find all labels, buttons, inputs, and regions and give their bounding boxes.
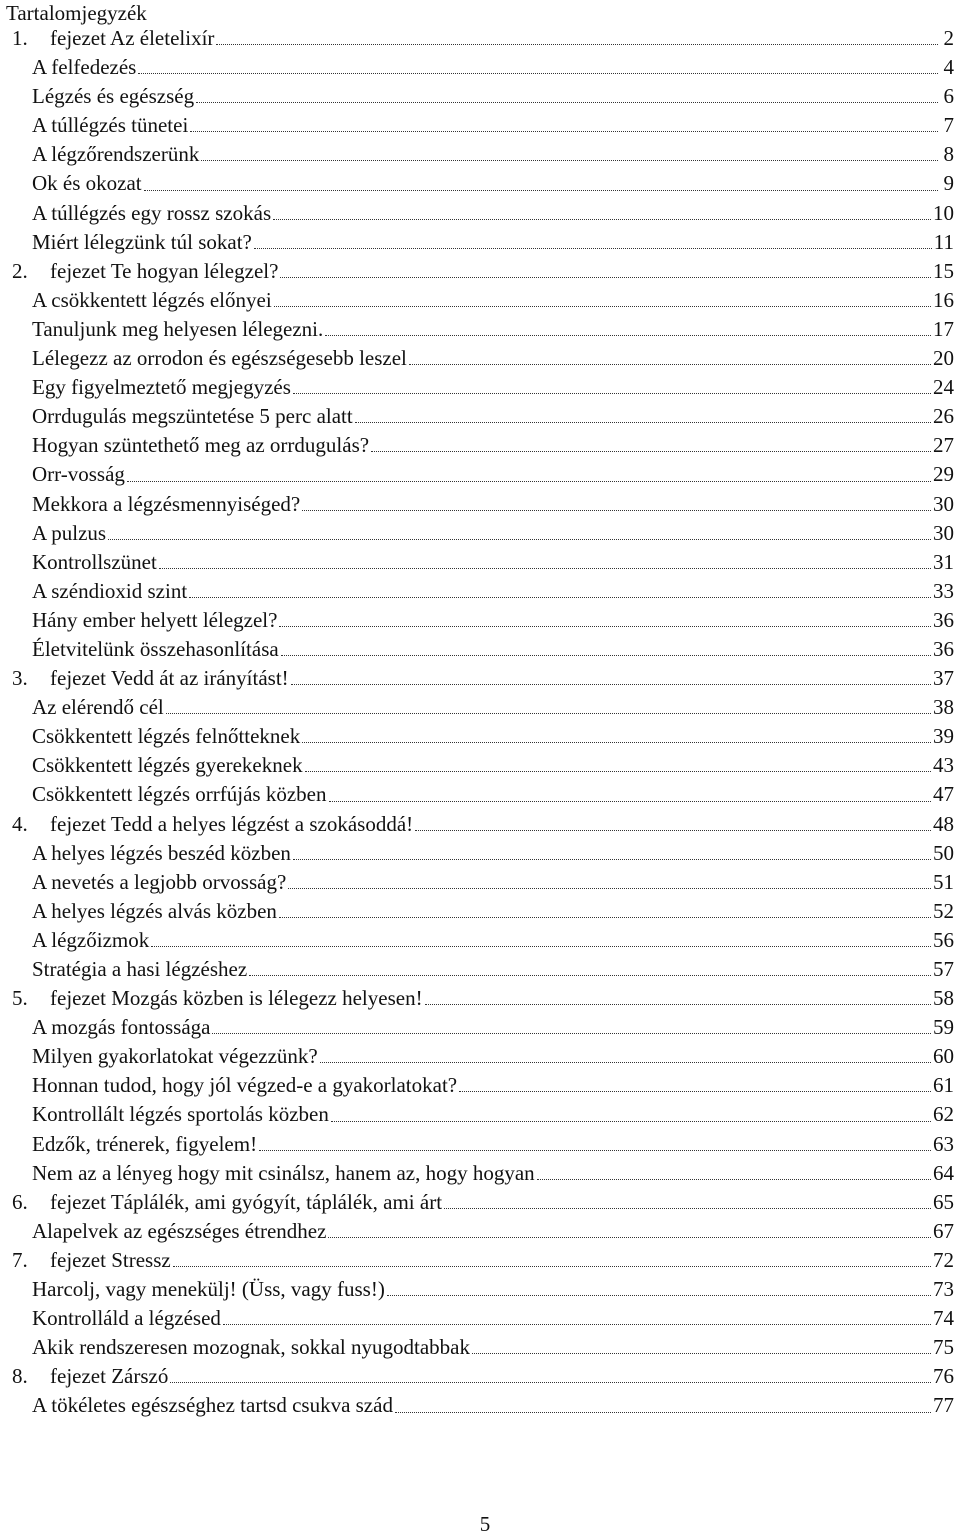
toc-entry-title: Hány ember helyett lélegzel? [32,607,278,632]
toc-entry-title: fejezet Te hogyan lélegzel? [50,258,279,283]
toc-entry-title: fejezet Stressz [50,1247,171,1272]
toc-entry-title: A felfedezés [32,55,137,80]
toc-page-number: 9 [943,171,954,196]
toc-page-number: 76 [933,1364,954,1389]
toc-entry-title: fejezet Az életelixír [50,26,215,50]
toc-page-number: 20 [933,346,954,371]
toc-entry-title: Csökkentett légzés felnőtteknek [32,724,301,749]
toc-page-number: 48 [933,811,954,836]
toc-page-number: 37 [933,666,954,691]
page-title: Tartalomjegyzék [6,1,147,25]
toc-page-number: 2 [943,26,954,50]
toc-section-row [0,82,960,111]
toc-chapter-row [0,1188,960,1217]
toc-section-row [0,315,960,344]
toc-page-number: 7 [943,113,954,138]
toc-page-number: 29 [933,462,954,487]
dot-leader [166,713,931,714]
toc-chapter-number: 2. [12,258,28,283]
toc-page-number: 57 [933,957,954,981]
toc-page-number: 4 [943,55,954,80]
dot-leader [459,1091,931,1092]
toc-page-number: 58 [933,986,954,1011]
toc-chapter-row [0,257,960,286]
dot-leader [201,160,938,161]
toc-entry-title: Miért lélegzünk túl sokat? [32,229,252,254]
dot-leader [196,102,938,103]
toc-entry-title: A pulzus [32,520,107,545]
toc-chapter-row [0,664,960,693]
toc-page-number: 73 [933,1277,954,1302]
toc-section-row [0,1304,960,1333]
toc-section-row [0,344,960,373]
dot-leader [190,131,938,132]
toc-section-row [0,1159,960,1188]
toc-chapter-row [0,24,960,53]
dot-leader [159,568,931,569]
toc-section-row [0,780,960,809]
toc-section-row [0,490,960,519]
toc-page-number: 27 [933,433,954,458]
toc-page-number: 61 [933,1073,954,1098]
dot-leader [223,1324,931,1325]
toc-entry-title: A helyes légzés beszéd közben [32,840,291,865]
toc-page-number: 74 [933,1306,954,1331]
toc-page-number: 30 [933,491,954,516]
dot-leader [291,684,931,685]
toc-entry-title: Tanuljunk meg helyesen lélegezni. [32,316,324,341]
toc-section-row [0,897,960,926]
toc-page-number: 62 [933,1102,954,1127]
dot-leader [395,1412,931,1413]
toc-entry-title: Csökkentett légzés gyerekeknek [32,753,303,778]
toc-entry-title: A légzőizmok [32,927,150,952]
dot-leader [279,917,931,918]
toc-section-row [0,1100,960,1129]
toc-section-row [0,1013,960,1042]
toc-section-row [0,431,960,460]
toc-section-row [0,839,960,868]
dot-leader [371,451,931,452]
dot-leader [254,248,932,249]
dot-leader [127,481,931,482]
toc-section-row [0,722,960,751]
toc-entry-title: Edzők, trénerek, figyelem! [32,1131,258,1156]
toc-page-number: 75 [933,1335,954,1360]
toc-entry-title: fejezet Táplálék, ami gyógyít, táplálék, ami árt [50,1189,443,1214]
toc-entry-title: Kontrolláld a légzésed [32,1306,221,1331]
toc-section-row [0,460,960,489]
dot-leader [138,73,938,74]
toc-page-number: 72 [933,1247,954,1272]
toc-page-number: 63 [933,1131,954,1156]
toc-chapter-number: 8. [12,1364,28,1389]
dot-leader [305,771,931,772]
dot-leader [355,422,931,423]
toc-entry-title: A mozgás fontossága [32,1015,211,1040]
toc-section-row [0,1333,960,1362]
toc-chapter-number: 3. [12,666,28,691]
toc-section-row [0,1042,960,1071]
toc-entry-title: Egy figyelmeztető megjegyzés [32,375,291,400]
toc-page-number: 15 [933,258,954,283]
toc-page-number: 10 [933,200,954,225]
toc-entry-title: Ok és okozat [32,171,142,196]
toc-entry-title: A csökkentett légzés előnyei [32,287,272,312]
toc-page-number: 36 [933,636,954,661]
toc-entry-title: fejezet Vedd át az irányítást! [50,666,289,691]
dot-leader [328,1237,931,1238]
toc-chapter-number: 7. [12,1247,28,1272]
dot-leader [280,277,931,278]
dot-leader [273,219,931,220]
dot-leader [144,190,938,191]
toc-chapter-number: 6. [12,1189,28,1214]
toc-page-number: 33 [933,578,954,603]
toc-page-number: 39 [933,724,954,749]
dot-leader [108,539,931,540]
toc-section-row [0,1217,960,1246]
dot-leader [331,1121,931,1122]
toc-page-number: 47 [933,782,954,807]
toc-section-row [0,169,960,198]
toc-section-row [0,53,960,82]
toc-section-row [0,111,960,140]
toc-entry-title: Nem az a lényeg hogy mit csinálsz, hanem az, hogy hogyan [32,1160,535,1185]
toc-entry-title: Életvitelünk összehasonlítása [32,636,279,661]
toc-section-row [0,955,960,984]
toc-page-number: 59 [933,1015,954,1040]
toc-section-row [0,286,960,315]
page-number: 5 [479,1512,491,1536]
toc-section-row [0,373,960,402]
dot-leader [259,1150,931,1151]
toc-section-row [0,1071,960,1100]
toc-section-row [0,1275,960,1304]
dot-leader [293,393,931,394]
toc-section-row [0,228,960,257]
toc-page-number: 77 [933,1393,954,1418]
toc-page-number: 31 [933,549,954,574]
dot-leader [212,1033,931,1034]
toc-entry-title: A széndioxid szint [32,578,188,603]
toc-entry-title: Csökkentett légzés orrfújás közben [32,782,327,807]
toc-page-number: 36 [933,607,954,632]
toc-entry-title: Orr-vosság [32,462,125,487]
toc-page-number: 30 [933,520,954,545]
dot-leader [189,597,931,598]
toc-chapter-row [0,1362,960,1391]
toc-page-number: 24 [933,375,954,400]
toc-section-row [0,868,960,897]
toc-entry-title: fejezet Zárszó [50,1364,169,1389]
toc-entry-title: Az elérendő cél [32,695,164,720]
dot-leader [302,742,931,743]
dot-leader [281,655,931,656]
dot-leader [216,44,938,45]
dot-leader [325,335,931,336]
toc-entry-title: Orrdugulás megszüntetése 5 perc alatt [32,404,353,429]
toc-section-row [0,548,960,577]
dot-leader [249,975,931,976]
dot-leader [279,626,931,627]
dot-leader [320,1062,931,1063]
toc-page-number: 11 [933,229,954,254]
toc-page-number: 64 [933,1160,954,1185]
toc-entry-title: Lélegezz az orrodon és egészségesebb leszel [32,346,407,371]
dot-leader [415,830,931,831]
toc-page-number: 16 [933,287,954,312]
dot-leader [537,1179,931,1180]
dot-leader [173,1266,931,1267]
toc-entry-title: Légzés és egészség [32,84,195,109]
toc-entry-title: A nevetés a legjobb orvosság? [32,869,287,894]
toc-entry-title: Akik rendszeresen mozognak, sokkal nyugodtabbak [32,1335,470,1360]
toc-section-row [0,751,960,780]
toc-page-number: 38 [933,695,954,720]
toc-page-number: 51 [933,869,954,894]
table-of-contents [0,24,960,1421]
dot-leader [472,1353,931,1354]
toc-entry-title: Milyen gyakorlatokat végezzünk? [32,1044,318,1069]
toc-entry-title: A túllégzés tünetei [32,113,189,138]
toc-chapter-number: 4. [12,811,28,836]
toc-entry-title: Mekkora a légzésmennyiséged? [32,491,301,516]
toc-entry-title: Kontrollszünet [32,549,157,574]
toc-entry-title: Alapelvek az egészséges étrendhez [32,1218,327,1243]
toc-section-row [0,693,960,722]
toc-section-row [0,140,960,169]
toc-entry-title: A helyes légzés alvás közben [32,898,277,923]
toc-entry-title: Hogyan szüntethető meg az orrdugulás? [32,433,370,458]
dot-leader [302,510,931,511]
dot-leader [409,364,931,365]
toc-entry-title: Kontrollált légzés sportolás közben [32,1102,329,1127]
toc-page-number: 26 [933,404,954,429]
toc-page-number: 56 [933,927,954,952]
dot-leader [387,1295,931,1296]
toc-section-row [0,1391,960,1420]
toc-chapter-row [0,1246,960,1275]
toc-section-row [0,635,960,664]
dot-leader [151,946,931,947]
toc-page-number: 17 [933,316,954,341]
toc-page-number: 6 [943,84,954,109]
toc-page-number: 43 [933,753,954,778]
toc-entry-title: A légzőrendszerünk [32,142,200,167]
dot-leader [425,1004,931,1005]
toc-chapter-number: 1. [12,26,28,50]
toc-section-row [0,402,960,431]
dot-leader [274,306,931,307]
toc-page-number: 60 [933,1044,954,1069]
dot-leader [329,801,932,802]
toc-section-row [0,606,960,635]
toc-page-number: 52 [933,898,954,923]
toc-page-number: 8 [943,142,954,167]
toc-entry-title: Harcolj, vagy menekülj! (Üss, vagy fuss!) [32,1277,385,1302]
toc-page-number: 50 [933,840,954,865]
toc-entry-title: A túllégzés egy rossz szokás [32,200,272,225]
toc-page-number: 65 [933,1189,954,1214]
dot-leader [293,859,931,860]
toc-entry-title: Honnan tudod, hogy jól végzed-e a gyakorlatokat? [32,1073,458,1098]
toc-section-row [0,199,960,228]
toc-chapter-number: 5. [12,986,28,1011]
toc-entry-title: A tökéletes egészséghez tartsd csukva szád [32,1393,393,1418]
toc-chapter-row [0,810,960,839]
toc-entry-title: fejezet Tedd a helyes légzést a szokásoddá! [50,811,414,836]
toc-entry-title: Stratégia a hasi légzéshez [32,957,248,981]
toc-section-row [0,519,960,548]
toc-chapter-row [0,984,960,1013]
toc-section-row [0,577,960,606]
toc-page-number: 67 [933,1218,954,1243]
dot-leader [170,1382,931,1383]
toc-section-row [0,926,960,955]
toc-entry-title: fejezet Mozgás közben is lélegezz helyesen! [50,986,423,1011]
dot-leader [444,1208,931,1209]
dot-leader [288,888,931,889]
toc-section-row [0,1130,960,1159]
